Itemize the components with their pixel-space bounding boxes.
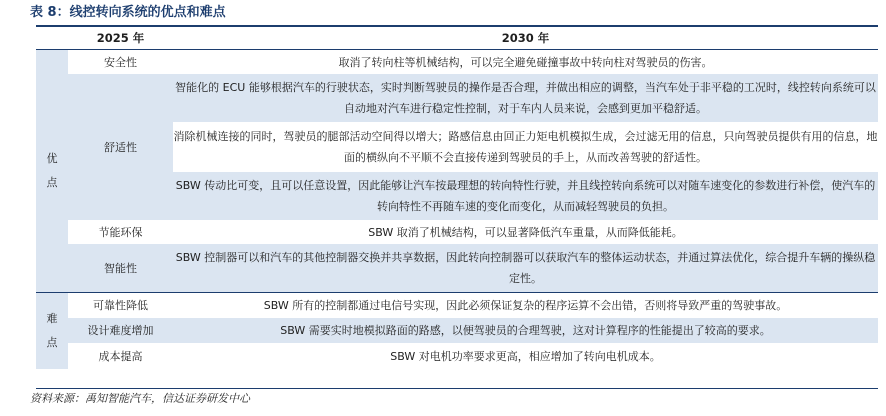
group-advantages: 优点: [36, 50, 68, 293]
desc-intelligence: SBW 控制器可以和汽车的其他控制器交换并共享数据，因此转向控制器可以获取汽车的整体运动状态，并通过算法优化，综合提升车辆的操纵稳定性。: [173, 244, 878, 293]
header-2030: 2030 年: [173, 27, 878, 50]
table-row: [36, 74, 878, 123]
desc-safety: 取消了转向柱等机械结构，可以完全避免碰撞事故中转向柱对驾驶员的伤害。: [338, 55, 713, 69]
table-row: [36, 244, 878, 293]
desc-design: SBW 需要实时地模拟路面的路感，以便驾驶员的合理驾驶，这对计算程序的性能提出了较高的要求。: [173, 318, 878, 343]
group-difficulties: 难点: [36, 293, 68, 370]
sbw-table: [36, 27, 878, 369]
category-design: 设计难度增加: [68, 318, 173, 343]
desc-comfort-2: 消除机械连接的同时，驾驶员的腿部活动空间得以增大；路感信息由回正力矩电机模拟生成，会过滤无用的信息，只向驾驶员提供有用的信息，地面的横纵向不平顺不会直接传递到驾驶员的手上，从而改善驾驶的舒适性。: [173, 123, 878, 172]
table-row: [36, 343, 878, 369]
header-blank: [36, 27, 68, 50]
source-note: 资料来源：禹知智能汽车，信达证券研发中心: [30, 392, 250, 405]
table-row: [36, 293, 878, 319]
desc-reliability: SBW 所有的控制都通过电信号实现，因此必须保证复杂的程序运算不会出错，否则将导致严重的驾驶事故。: [173, 293, 878, 319]
table-title: 表 8：线控转向系统的优点和难点: [30, 5, 226, 20]
category-cost: 成本提高: [98, 349, 143, 363]
desc-comfort-3: SBW 传动比可变，且可以任意设置，因此能够让汽车按最理想的转向特性行驶，并且线控转向系统可以对随车速变化的参数进行补偿，使汽车的转向特性不再随车速的变化而变化，从而减轻驾驶员的负担。: [173, 172, 878, 221]
table-header-row: [36, 27, 878, 50]
desc-energy: SBW 取消了机械结构，可以显著降低汽车重量，从而降低能耗。: [368, 225, 683, 239]
category-safety: 安全性: [104, 55, 137, 69]
category-intelligence: 智能性: [68, 244, 173, 293]
desc-comfort-1: 智能化的 ECU 能够根据汽车的行驶状态，实时判断驾驶员的操作是否合理，并做出相应的调整，当汽车处于非平稳的工况时，线控转向系统可以自动地对汽车进行稳定性控制，对于车内人员来说，会感到更加平稳舒适。: [173, 74, 878, 123]
table-row: [36, 318, 878, 343]
bottom-rule: [36, 388, 878, 389]
table-row: [36, 50, 878, 75]
category-reliability: 可靠性降低: [68, 293, 173, 319]
table-row: [36, 220, 878, 244]
category-comfort: 舒适性: [68, 74, 173, 220]
category-energy: 节能环保: [98, 225, 143, 239]
desc-cost: SBW 对电机功率要求更高，相应增加了转向电机成本。: [390, 349, 661, 363]
header-2025: 2025 年: [68, 27, 173, 50]
